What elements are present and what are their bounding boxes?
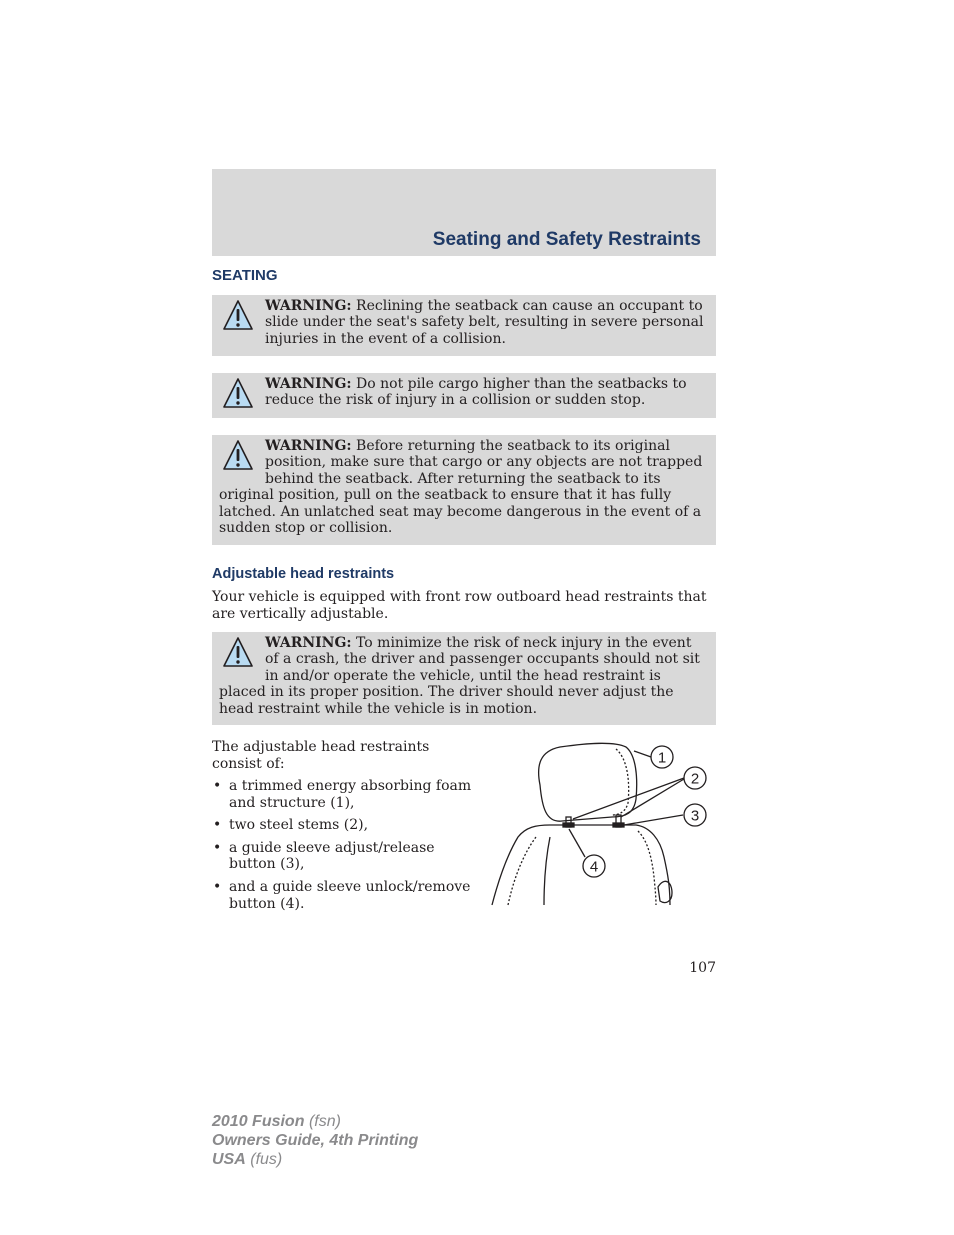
consist-intro: The adjustable head restraints consist of: xyxy=(212,739,430,772)
warning-box xyxy=(212,435,716,545)
warning-text: To minimize the risk of neck injury in the event of a crash, the driver and passenger occupants should not sit in and/or operate the vehicle, until the head restraint is placed in its proper position. The driver should never adjust the head restraint while the vehicle is in motion. xyxy=(219,635,700,717)
footer-market-code: (fus) xyxy=(250,1151,283,1168)
callout-label: 4 xyxy=(589,858,599,876)
warning-triangle-icon xyxy=(223,299,253,331)
warning-label: WARNING: xyxy=(265,376,352,392)
chapter-title: Seating and Safety Restraints xyxy=(432,229,701,250)
page-number: 107 xyxy=(689,960,716,976)
callout-label: 3 xyxy=(690,807,700,825)
warning-text: Do not pile cargo higher than the seatbacks to reduce the risk of injury in a collision or sudden stop. xyxy=(265,376,687,409)
footer-model-code: (fsn) xyxy=(308,1113,341,1130)
warning-box xyxy=(212,373,716,418)
warning-triangle-icon xyxy=(223,377,253,409)
warning-label: WARNING: xyxy=(265,635,352,651)
intro-paragraph: Your vehicle is equipped with front row outboard head restraints that are vertically adjustable. xyxy=(212,589,707,622)
warning-box xyxy=(212,632,716,725)
list-item: • two steel stems (2), xyxy=(212,817,472,834)
guide-sleeve-button xyxy=(613,823,624,827)
head-restraint-illustration xyxy=(488,737,716,909)
subsection-title: Adjustable head restraints xyxy=(212,566,395,582)
warning-triangle-icon xyxy=(223,636,253,668)
list-item: • and a guide sleeve unlock/remove button (4). xyxy=(212,879,472,912)
head-restraint-foam xyxy=(539,743,637,821)
footer-market: USA xyxy=(212,1151,246,1168)
chapter-header-band xyxy=(212,169,716,256)
component-list xyxy=(212,778,472,918)
warning-box xyxy=(212,295,716,356)
warning-label: WARNING: xyxy=(265,438,352,454)
callout-label: 1 xyxy=(657,749,667,767)
warning-triangle-icon xyxy=(223,439,253,471)
callout-label: 2 xyxy=(690,770,700,788)
section-title: SEATING xyxy=(212,267,278,284)
warning-text: Reclining the seatback can cause an occupant to slide under the seat's safety belt, resulting in severe personal injuries in the event of a collision. xyxy=(265,298,704,347)
warning-text: Before returning the seatback to its original position, make sure that cargo or any objects are not trapped behind the seatback. After returning the seatback to its original position, pull on the seatback to ensure that it has fully latched. An unlatched seat may become dangerous in the event of a sudden stop or collision. xyxy=(219,438,703,537)
warning-label: WARNING: xyxy=(265,298,352,314)
list-item: • a guide sleeve adjust/release button (3), xyxy=(212,840,472,873)
guide-sleeve-button xyxy=(563,823,574,827)
document-footer xyxy=(212,1112,418,1169)
list-item: • a trimmed energy absorbing foam and structure (1), xyxy=(212,778,472,811)
footer-edition: Owners Guide, 4th Printing xyxy=(212,1132,419,1149)
footer-model: 2010 Fusion xyxy=(212,1113,305,1130)
